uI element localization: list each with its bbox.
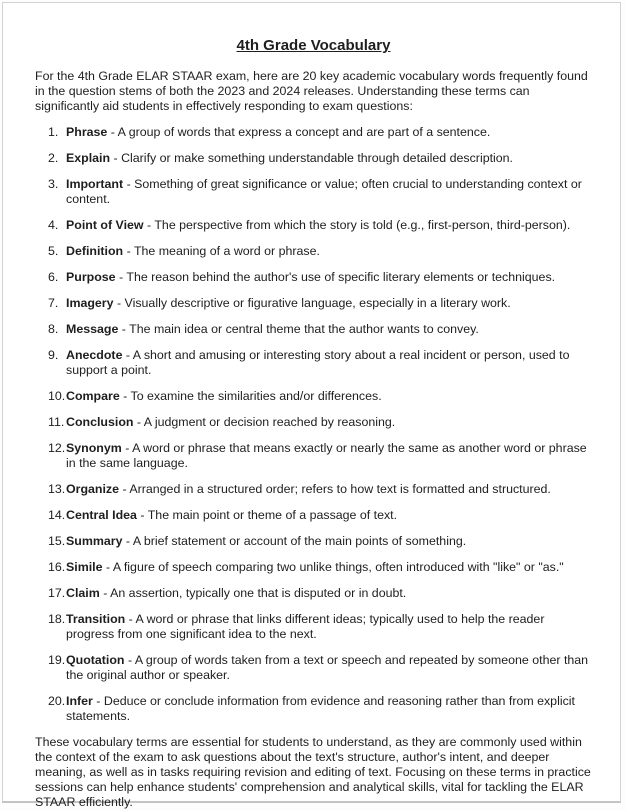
list-item bbox=[48, 508, 592, 523]
item-number: 11. bbox=[48, 415, 65, 429]
item-term: Quotation bbox=[66, 653, 125, 667]
document-page bbox=[2, 2, 621, 809]
item-number: 17. bbox=[48, 586, 66, 600]
item-body bbox=[66, 177, 592, 207]
item-definition: A word or phrase that means exactly or nearly the same as another word or phrase in the same language. bbox=[66, 441, 587, 470]
item-body bbox=[66, 322, 592, 337]
list-item bbox=[48, 296, 592, 311]
item-term: Synonym bbox=[66, 441, 122, 455]
list-item bbox=[48, 560, 592, 575]
item-separator: - bbox=[118, 322, 130, 336]
list-item bbox=[48, 151, 592, 166]
item-body bbox=[66, 125, 592, 140]
item-body bbox=[66, 508, 592, 523]
item-term: Phrase bbox=[66, 125, 108, 139]
item-term: Summary bbox=[66, 534, 123, 548]
item-definition: The main idea or central theme that the author wants to convey. bbox=[129, 322, 479, 336]
item-definition: A group of words taken from a text or speech and repeated by someone other than the original author or speaker. bbox=[66, 653, 589, 682]
item-definition: Visually descriptive or figurative language, especially in a literary work. bbox=[124, 296, 511, 310]
item-number: 12. bbox=[48, 441, 66, 455]
item-separator: - bbox=[107, 125, 118, 139]
item-term: Compare bbox=[66, 389, 120, 403]
list-item bbox=[48, 612, 592, 642]
item-separator: - bbox=[124, 653, 135, 667]
item-definition: To examine the similarities and/or differences. bbox=[130, 389, 382, 403]
item-definition: Something of great significance or value; often crucial to understanding context or content. bbox=[66, 177, 582, 206]
item-definition: The perspective from which the story is told (e.g., first-person, third-person). bbox=[154, 218, 571, 232]
list-item bbox=[48, 586, 592, 601]
item-term: Central Idea bbox=[66, 508, 137, 522]
item-separator: - bbox=[122, 534, 133, 548]
list-item bbox=[48, 270, 592, 285]
item-separator: - bbox=[113, 296, 125, 310]
list-item bbox=[48, 218, 592, 233]
item-number: 9. bbox=[48, 348, 59, 362]
item-term: Claim bbox=[66, 586, 100, 600]
item-definition: A short and amusing or interesting story about a real incident or person, used to support a point. bbox=[66, 348, 570, 377]
item-body bbox=[66, 389, 592, 404]
item-body bbox=[66, 441, 592, 471]
item-separator: - bbox=[125, 612, 136, 626]
item-body bbox=[66, 586, 592, 601]
list-item bbox=[48, 653, 592, 683]
item-term: Simile bbox=[66, 560, 103, 574]
list-item bbox=[48, 441, 592, 471]
item-term: Important bbox=[66, 177, 124, 191]
list-item bbox=[48, 348, 592, 378]
page-title: 4th Grade Vocabulary bbox=[236, 37, 391, 54]
item-number: 10. bbox=[48, 389, 66, 403]
item-definition: An assertion, typically one that is disputed or in doubt. bbox=[110, 586, 407, 600]
item-term: Organize bbox=[66, 482, 120, 496]
item-definition: A figure of speech comparing two unlike things, often introduced with "like" or "as." bbox=[112, 560, 564, 574]
item-body bbox=[66, 415, 592, 430]
item-term: Imagery bbox=[66, 296, 114, 310]
item-number: 18. bbox=[48, 612, 66, 626]
list-item bbox=[48, 244, 592, 259]
item-body bbox=[66, 482, 592, 497]
item-separator: - bbox=[102, 560, 113, 574]
item-number: 16. bbox=[48, 560, 66, 574]
list-item bbox=[48, 415, 592, 430]
item-separator: - bbox=[123, 244, 134, 258]
item-term: Point of View bbox=[66, 218, 144, 232]
list-item bbox=[48, 125, 592, 140]
item-term: Explain bbox=[66, 151, 111, 165]
item-separator: - bbox=[99, 586, 111, 600]
item-term: Conclusion bbox=[66, 415, 134, 429]
item-term: Message bbox=[66, 322, 119, 336]
item-number: 8. bbox=[48, 322, 59, 336]
item-number: 19. bbox=[48, 653, 66, 667]
item-definition: The meaning of a word or phrase. bbox=[133, 244, 320, 258]
list-item bbox=[48, 482, 592, 497]
item-definition: Clarify or make something understandable through detailed description. bbox=[121, 151, 514, 165]
item-definition: Deduce or conclude information from evidence and reasoning rather than from explicit statements. bbox=[66, 694, 575, 723]
item-body bbox=[66, 612, 592, 642]
item-body bbox=[66, 218, 592, 233]
item-separator: - bbox=[122, 348, 133, 362]
list-item bbox=[48, 322, 592, 337]
item-term: Infer bbox=[66, 694, 93, 708]
item-separator: - bbox=[143, 218, 155, 232]
item-number: 4. bbox=[48, 218, 59, 232]
item-definition: A group of words that express a concept and are part of a sentence. bbox=[117, 125, 491, 139]
item-body bbox=[66, 296, 592, 311]
item-term: Purpose bbox=[66, 270, 116, 284]
item-definition: The main point or theme of a passage of text. bbox=[147, 508, 398, 522]
item-separator: - bbox=[136, 508, 148, 522]
intro-paragraph: For the 4th Grade ELAR STAAR exam, here are 20 key academic vocabulary words frequently found in the question stems of both the 2023 and 2024 releases. Understanding these terms can significantly aid students in effectively responding to exam questions: bbox=[35, 69, 588, 113]
item-separator: - bbox=[115, 270, 127, 284]
item-number: 6. bbox=[48, 270, 59, 284]
item-separator: - bbox=[133, 415, 144, 429]
item-definition: A word or phrase that links different ideas; typically used to help the reader progress from one significant idea to the next. bbox=[66, 612, 545, 641]
item-body bbox=[66, 694, 592, 724]
item-separator: - bbox=[92, 694, 104, 708]
item-number: 20. bbox=[48, 694, 66, 708]
item-separator: - bbox=[110, 151, 122, 165]
item-number: 2. bbox=[48, 151, 59, 165]
list-item bbox=[48, 694, 592, 724]
item-body bbox=[66, 560, 592, 575]
vocab-list bbox=[48, 125, 592, 724]
item-number: 5. bbox=[48, 244, 59, 258]
item-body bbox=[66, 270, 592, 285]
item-body bbox=[66, 653, 592, 683]
item-definition: Arranged in a structured order; refers to how text is formatted and structured. bbox=[129, 482, 551, 496]
item-separator: - bbox=[119, 482, 130, 496]
item-body bbox=[66, 348, 592, 378]
item-number: 1. bbox=[48, 125, 59, 139]
item-separator: - bbox=[123, 177, 135, 191]
item-definition: The reason behind the author's use of specific literary elements or techniques. bbox=[126, 270, 556, 284]
item-separator: - bbox=[119, 389, 131, 403]
item-separator: - bbox=[121, 441, 133, 455]
item-term: Definition bbox=[66, 244, 124, 258]
item-term: Anecdote bbox=[66, 348, 123, 362]
closing-paragraph: These vocabulary terms are essential for students to understand, as they are commonly used within the context of the exam to ask questions about the text's structure, author's intent, and deeper meaning, as well as in tasks requiring revision and editing of text. Focusing on these terms in practice sessions can help enhance students' comprehension and analytical skills, vital for tackling the ELAR STAAR efficiently. bbox=[35, 735, 591, 809]
item-term: Transition bbox=[66, 612, 126, 626]
list-item bbox=[48, 177, 592, 207]
item-definition: A judgment or decision reached by reasoning. bbox=[143, 415, 396, 429]
item-body bbox=[66, 534, 592, 549]
item-definition: A brief statement or account of the main points of something. bbox=[132, 534, 467, 548]
item-number: 15. bbox=[48, 534, 66, 548]
item-body bbox=[66, 151, 592, 166]
list-item bbox=[48, 389, 592, 404]
item-number: 7. bbox=[48, 296, 59, 310]
item-number: 13. bbox=[48, 482, 66, 496]
item-body bbox=[66, 244, 592, 259]
item-number: 3. bbox=[48, 177, 59, 191]
item-number: 14. bbox=[48, 508, 66, 522]
list-item bbox=[48, 534, 592, 549]
